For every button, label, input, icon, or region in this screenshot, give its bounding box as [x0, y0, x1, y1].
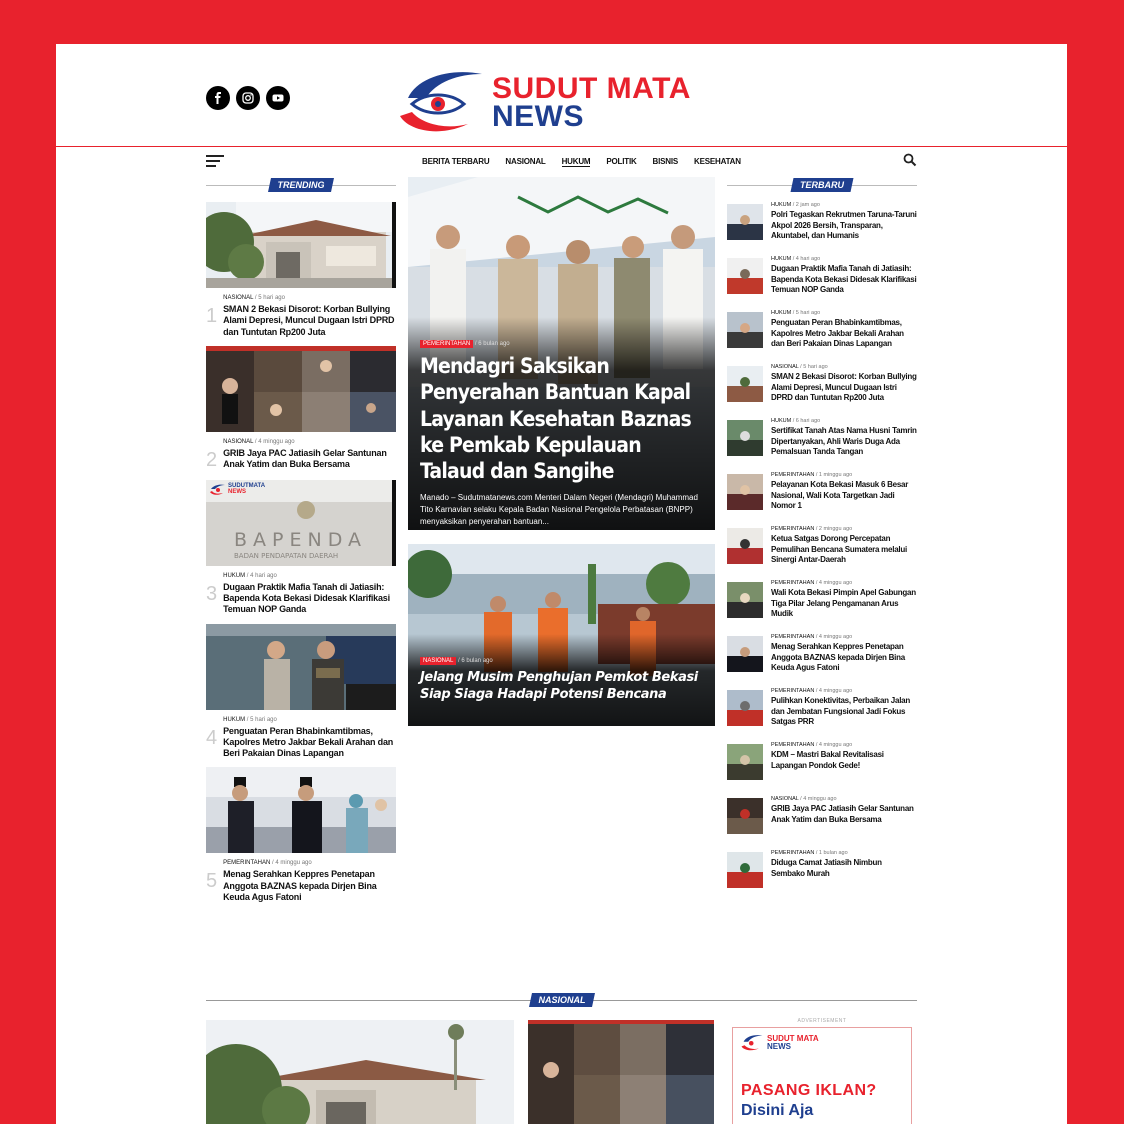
nav-item-hukum[interactable]: HUKUM [561, 157, 591, 166]
trending-rank: 4 [206, 726, 218, 749]
latest-title[interactable]: Penguatan Peran Bhabinkamtibmas, Kapolres Metro Jakbar Bekali Arahan dan Beri Pakaian Dinas Lapangan [771, 318, 904, 349]
menu-icon[interactable] [206, 155, 224, 170]
featured-second-article[interactable] [408, 544, 715, 726]
featured-second-meta: NASIONAL / 6 bulan ago [420, 658, 703, 664]
trending-meta: HUKUM / 5 hari ago [223, 716, 277, 723]
bapenda-sign-text: BAPENDA [234, 528, 368, 551]
site-header [56, 44, 1067, 147]
latest-meta: HUKUM / 4 hari ago [771, 256, 821, 262]
latest-meta: PEMERINTAHAN / 4 minggu ago [771, 688, 853, 694]
nav-item-politik[interactable]: POLITIK [606, 157, 637, 166]
youtube-icon[interactable] [266, 86, 290, 110]
trending-thumbnail[interactable] [206, 480, 396, 566]
latest-thumbnail[interactable] [727, 420, 763, 456]
latest-meta: PEMERINTAHAN / 4 minggu ago [771, 742, 853, 748]
search-icon[interactable] [903, 153, 917, 167]
site-logo[interactable] [398, 68, 691, 138]
latest-item[interactable] [727, 796, 917, 843]
nav-item-berita-terbaru[interactable]: BERITA TERBARU [422, 157, 490, 166]
latest-thumbnail[interactable] [727, 690, 763, 726]
logo-text-line1: SUDUT MATA [492, 71, 691, 105]
trending-rank: 5 [206, 870, 218, 893]
trending-thumbnail[interactable] [206, 202, 396, 288]
latest-thumbnail[interactable] [727, 852, 763, 888]
thumbnail-watermark-logo: SUDUTMATA NEWS [210, 484, 265, 496]
latest-meta: NASIONAL / 5 hari ago [771, 364, 828, 370]
main-nav [206, 150, 917, 174]
latest-title[interactable]: Menag Serahkan Keppres Penetapan Anggota BAZNAS kepada Dirjen Bina Keuda Agus Fatoni [771, 642, 905, 673]
latest-title[interactable]: Dugaan Praktik Mafia Tanah di Jatiasih: Bapenda Kota Bekasi Didesak Klarifikasi Temuan NOP Ganda [771, 264, 917, 295]
latest-item[interactable] [727, 850, 917, 897]
trending-title[interactable]: Dugaan Praktik Mafia Tanah di Jatiasih: Bapenda Kota Bekasi Didesak Klarifikasi Temuan NOP Ganda [223, 581, 390, 615]
latest-title[interactable]: Pelayanan Kota Bekasi Masuk 6 Besar Nasional, Wali Kota Targetkan Jadi Nomor 1 [771, 480, 909, 511]
trending-heading: TRENDING [206, 174, 396, 190]
trending-item[interactable] [206, 480, 396, 616]
trending-title[interactable]: GRIB Jaya PAC Jatiasih Gelar Santunan Anak Yatim dan Buka Bersama [223, 447, 387, 469]
latest-item[interactable] [727, 310, 917, 357]
latest-item[interactable] [727, 418, 917, 465]
latest-section [727, 174, 917, 904]
latest-meta: PEMERINTAHAN / 1 bulan ago [771, 850, 848, 856]
featured-second-title[interactable]: Jelang Musim Penghujan Pemkot Bekasi Siap Siaga Hadapi Potensi Bencana [420, 670, 698, 702]
latest-thumbnail[interactable] [727, 582, 763, 618]
facebook-icon[interactable] [206, 86, 230, 110]
trending-rank: 2 [206, 448, 218, 471]
latest-thumbnail[interactable] [727, 528, 763, 564]
ad-label: ADVERTISEMENT [797, 1018, 847, 1024]
latest-meta: PEMERINTAHAN / 1 minggu ago [771, 472, 853, 478]
trending-item[interactable] [206, 624, 396, 760]
latest-meta: PEMERINTAHAN / 4 minggu ago [771, 634, 853, 640]
latest-item[interactable] [727, 634, 917, 681]
trending-meta: NASIONAL / 4 minggu ago [223, 438, 295, 445]
featured-main-meta: PEMERINTAHAN / 6 bulan ago [420, 341, 703, 347]
advertisement[interactable] [732, 1018, 912, 1124]
nav-item-nasional[interactable]: NASIONAL [505, 157, 546, 166]
latest-title[interactable]: GRIB Jaya PAC Jatiasih Gelar Santunan Anak Yatim dan Buka Bersama [771, 804, 914, 824]
latest-item[interactable] [727, 688, 917, 735]
nav-item-kesehatan[interactable]: KESEHATAN [694, 157, 741, 166]
latest-title[interactable]: KDM – Mastri Bakal Revitalisasi Lapangan Pondok Gede! [771, 750, 884, 770]
latest-thumbnail[interactable] [727, 258, 763, 294]
featured-section [408, 177, 715, 726]
trending-item[interactable] [206, 346, 396, 472]
eye-logo-icon [398, 68, 484, 138]
latest-title[interactable]: Sertifikat Tanah Atas Nama Husni Tamrin Dipertanyakan, Ahli Waris Duga Ada Pemalsuan Tanda Tangan [771, 426, 917, 457]
latest-title[interactable]: Diduga Camat Jatiasih Nimbun Sembako Murah [771, 858, 882, 878]
latest-meta: HUKUM / 2 jam ago [771, 202, 820, 208]
trending-item[interactable] [206, 767, 396, 903]
bapenda-sub-text: BADAN PENDAPATAN DAERAH [234, 551, 339, 560]
trending-rank: 1 [206, 305, 218, 327]
latest-meta: HUKUM / 5 hari ago [771, 310, 821, 316]
latest-title[interactable]: Polri Tegaskan Rekrutmen Taruna-Taruni Akpol 2026 Bersih, Transparan, Akuntabel, dan Humanis [771, 210, 917, 241]
latest-thumbnail[interactable] [727, 798, 763, 834]
latest-title[interactable]: Ketua Satgas Dorong Percepatan Pemulihan Bencana Sumatera melalui Sinergi Antar-Daerah [771, 534, 907, 565]
latest-item[interactable] [727, 472, 917, 519]
social-links [206, 86, 290, 110]
latest-title[interactable]: Wali Kota Bekasi Pimpin Apel Gabungan Tiga Pilar Jelang Pengamanan Arus Mudik [771, 588, 916, 619]
ad-title: PASANG IKLAN? [741, 1082, 877, 1099]
nasional-article-image[interactable] [528, 1020, 714, 1124]
nasional-heading: NASIONAL [206, 992, 917, 1008]
trending-section [206, 174, 396, 911]
latest-thumbnail[interactable] [727, 474, 763, 510]
latest-thumbnail[interactable] [727, 312, 763, 348]
latest-item[interactable] [727, 202, 917, 249]
latest-meta: PEMERINTAHAN / 4 minggu ago [771, 580, 853, 586]
latest-title[interactable]: SMAN 2 Bekasi Disorot: Korban Bullying Alami Depresi, Muncul Dugaan Istri DPRD dan Tuntutan Rp200 Juta [771, 372, 917, 403]
trending-item[interactable] [206, 202, 396, 338]
latest-thumbnail[interactable] [727, 636, 763, 672]
latest-thumbnail[interactable] [727, 204, 763, 240]
nav-item-bisnis[interactable]: BISNIS [652, 157, 679, 166]
latest-item[interactable] [727, 742, 917, 789]
latest-item[interactable] [727, 256, 917, 303]
trending-title[interactable]: Penguatan Peran Bhabinkamtibmas, Kapolres Metro Jakbar Bekali Arahan dan Beri Pakaian Dinas Lapangan [223, 725, 394, 758]
trending-meta: NASIONAL / 5 hari ago [223, 295, 285, 301]
trending-thumbnail[interactable] [206, 767, 396, 853]
trending-title[interactable]: SMAN 2 Bekasi Disorot: Korban Bullying Alami Depresi, Muncul Dugaan Istri DPRD dan Tuntutan Rp200 Juta [223, 304, 395, 337]
eye-logo-icon [741, 1034, 763, 1052]
instagram-icon[interactable] [236, 86, 260, 110]
trending-rank: 3 [206, 582, 218, 605]
latest-item[interactable] [727, 364, 917, 411]
trending-meta: PEMERINTAHAN / 4 minggu ago [223, 860, 312, 867]
latest-title[interactable]: Pulihkan Konektivitas, Perbaikan Jalan dan Jembatan Fungsional Jadi Fokus Satgas PRR [771, 696, 910, 727]
page [56, 44, 1067, 1124]
ad-banner[interactable] [732, 1027, 912, 1124]
latest-meta: HUKUM / 6 hari ago [771, 418, 821, 424]
latest-thumbnail[interactable] [727, 366, 763, 402]
logo-text-line2: NEWS [492, 100, 584, 133]
trending-thumbnail[interactable] [206, 624, 396, 710]
featured-main-article[interactable] [408, 177, 715, 530]
latest-meta: NASIONAL / 4 minggu ago [771, 796, 837, 802]
ad-subtitle: Disini Aja [741, 1102, 814, 1119]
latest-heading: TERBARU [727, 174, 917, 190]
latest-meta: PEMERINTAHAN / 2 minggu ago [771, 526, 853, 532]
latest-item[interactable] [727, 580, 917, 627]
latest-item[interactable] [727, 526, 917, 573]
trending-meta: HUKUM / 4 hari ago [223, 572, 277, 579]
nasional-article-image[interactable] [206, 1020, 514, 1124]
trending-title[interactable]: Menag Serahkan Keppres Penetapan Anggota BAZNAS kepada Dirjen Bina Keuda Agus Fatoni [223, 869, 377, 902]
featured-main-title[interactable]: Mendagri Saksikan Penyerahan Bantuan Kapal Layanan Kesehatan Baznas ke Pemkab Kepulauan Talaud dan Sangihe [420, 354, 691, 483]
latest-thumbnail[interactable] [727, 744, 763, 780]
trending-thumbnail[interactable] [206, 346, 396, 432]
featured-main-excerpt: Manado – Sudutmatanews.com Menteri Dalam Negeri (Mendagri) Muhammad Tito Karnavian selaku Kepala Badan Nasional Pengelola Perbatasan (BNPP) menyaksikan penyerahan bantuan... [420, 493, 698, 527]
ad-logo: SUDUT MATA NEWS [741, 1034, 819, 1052]
